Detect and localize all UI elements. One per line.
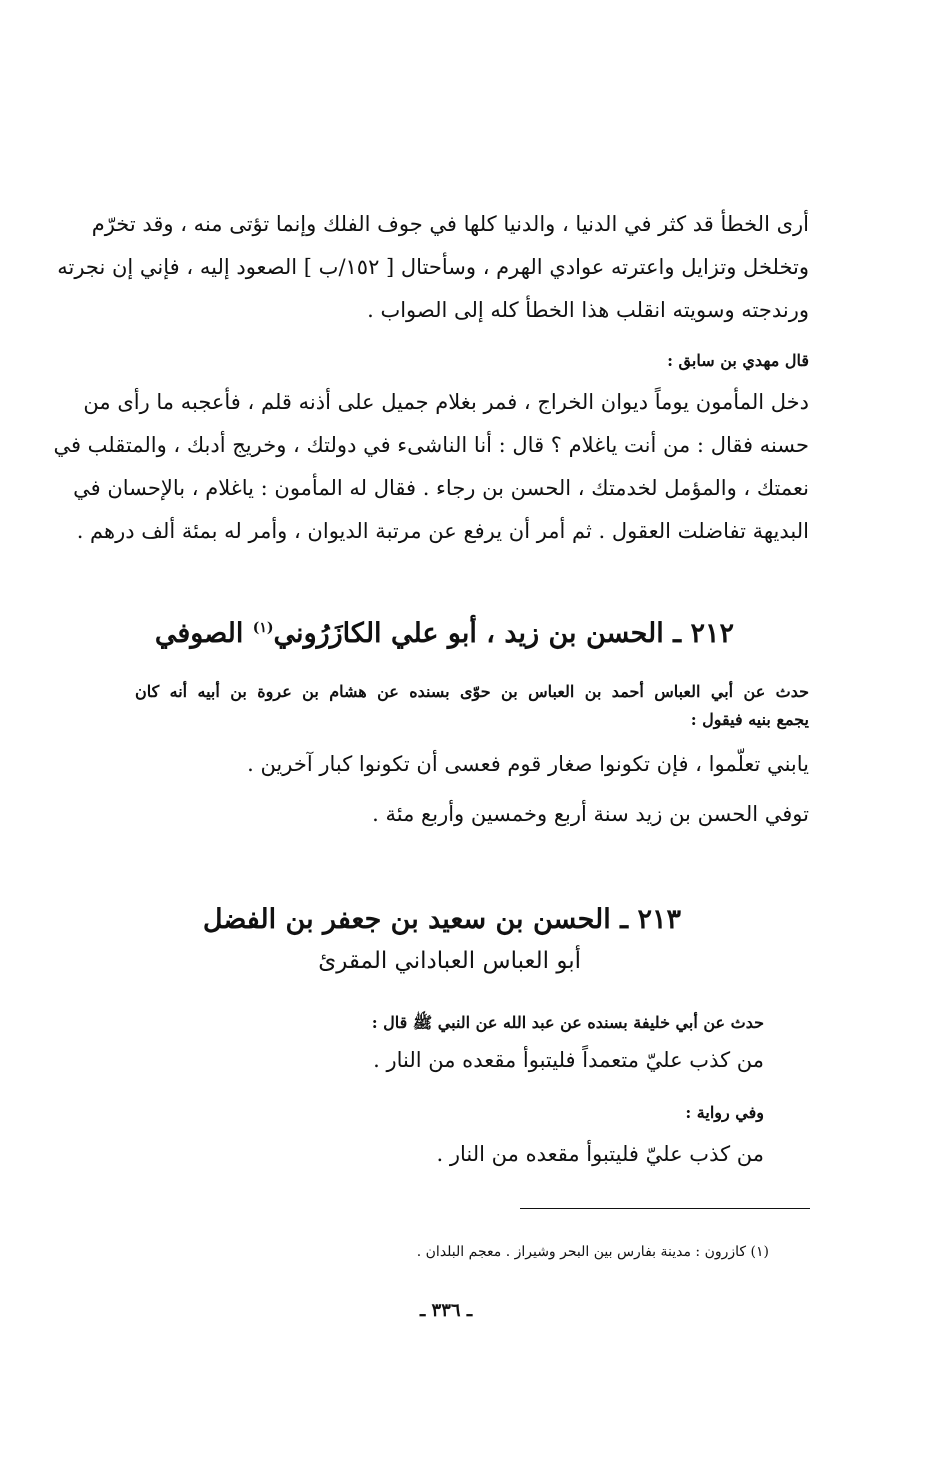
entry-212-heading-tail: الصوفي xyxy=(154,618,253,649)
entry-212-isnad-line-2: يجمع بنيه فيقول : xyxy=(690,710,809,729)
story-line-1: دخل المأمون يوماً ديوان الخراج ، فمر بغلام جميل على أذنه قلم ، فأعجبه ما رأى من xyxy=(83,390,809,414)
entry-212-heading-text: ٢١٢ ـ الحسن بن زيد ، أبو علي الكازَرُوني xyxy=(273,618,734,649)
intro-line-2: وتخلخل وتزايل واعترته عوادي الهرم ، وسأحتال [ ١٥٢/ب ] الصعود إليه ، فإني إن نجرته xyxy=(57,255,809,279)
entry-212-death-note: توفي الحسن بن زيد سنة أربع وخمسين وأربع مئة . xyxy=(372,802,809,826)
footnote-marker[interactable]: (١) xyxy=(252,620,274,636)
entry-212-quote: يابني تعلّموا ، فإن تكونوا صغار قوم فعسى أن تكونوا كبار آخرين . xyxy=(247,752,809,776)
story-line-3: نعمتك ، والمؤمل لخدمتك ، الحسن بن رجاء . فقال له المأمون : ياغلام ، بالإحسان في xyxy=(73,476,809,500)
entry-212-isnad-line-1: حدث عن أبي العباس أحمد بن العباس بن حوّى بسنده عن هشام بن عروة بن أبيه أنه كان xyxy=(135,682,809,701)
page-number: ـ ٣٣٦ ـ xyxy=(420,1300,473,1321)
story-line-2: حسنه فقال : من أنت ياغلام ؟ قال : أنا الناشىء في دولتك ، وخريج أدبك ، والمتقلب في xyxy=(53,433,809,457)
entry-213-hadith-2: من كذب عليّ فليتبوأ مقعده من النار . xyxy=(436,1142,764,1166)
intro-line-1: أرى الخطأ قد كثر في الدنيا ، والدنيا كلها في جوف الفلك وإنما تؤتى منه ، وقد تخرّم xyxy=(91,212,809,236)
entry-213-heading: ٢١٣ ـ الحسن بن سعيد بن جعفر بن الفضل xyxy=(202,904,681,935)
entry-212-heading xyxy=(155,620,734,647)
intro-line-3: ورندجته وسويته انقلب هذا الخطأ كله إلى الصواب . xyxy=(367,298,809,322)
footnote-rule xyxy=(520,1208,810,1209)
entry-213-isnad: حدث عن أبي خليفة بسنده عن عبد الله عن النبي ﷺ قال : xyxy=(371,1013,764,1032)
footnote-text: (١) كازرون : مدينة بفارس بين البحر وشيراز . معجم البلدان . xyxy=(416,1244,769,1260)
entry-213-variant-label: وفي رواية : xyxy=(685,1103,764,1122)
entry-213-subheading: أبو العباس العباداني المقرئ xyxy=(318,948,581,974)
entry-213-hadith-1: من كذب عليّ متعمداً فليتبوأ مقعده من النار . xyxy=(373,1048,764,1072)
narrator-label: قال مهدي بن سابق : xyxy=(667,351,809,370)
story-line-4: البديهة تفاضلت العقول . ثم أمر أن يرفع عن مرتبة الديوان ، وأمر له بمئة ألف درهم . xyxy=(76,519,809,543)
